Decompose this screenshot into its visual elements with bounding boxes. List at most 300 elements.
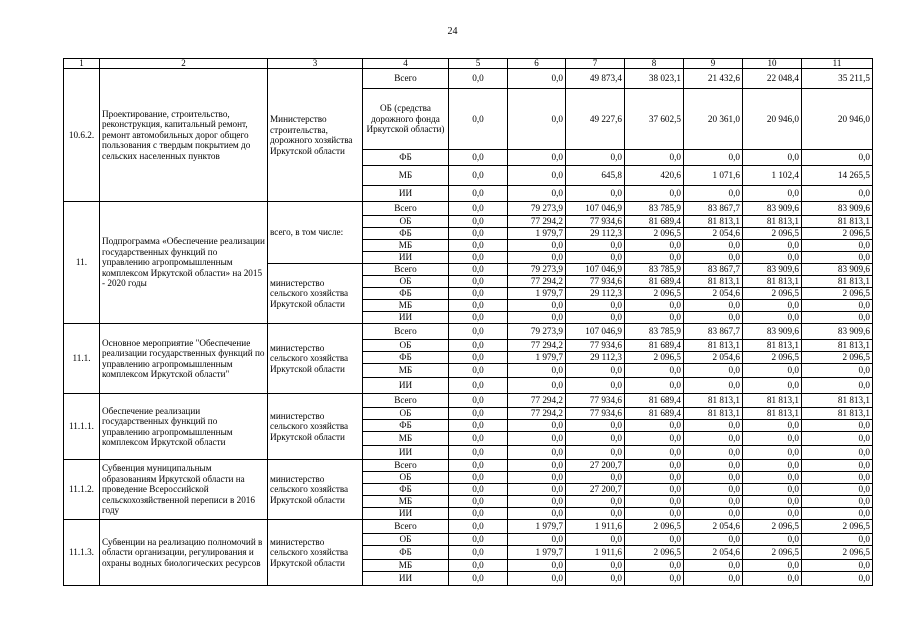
- value-cell: 0,0: [743, 252, 802, 264]
- value-cell: 2 096,5: [625, 228, 684, 240]
- value-cell: 81 813,1: [684, 394, 743, 408]
- value-cell: 0,0: [508, 460, 566, 472]
- funding-source: ФБ: [363, 228, 449, 240]
- header-cell: 9: [684, 59, 743, 69]
- value-cell: 0,0: [684, 432, 743, 446]
- header-cell: 10: [743, 59, 802, 69]
- value-cell: 77 294,2: [508, 394, 566, 408]
- value-cell: 0,0: [743, 240, 802, 252]
- value-cell: 0,0: [802, 508, 873, 520]
- value-cell: 0,0: [684, 252, 743, 264]
- funding-source: МБ: [363, 496, 449, 508]
- value-cell: 0,0: [684, 300, 743, 312]
- value-cell: 0,0: [802, 312, 873, 324]
- value-cell: 0,0: [802, 420, 873, 432]
- funding-source: ФБ: [363, 546, 449, 560]
- value-cell: 0,0: [508, 508, 566, 520]
- value-cell: 0,0: [802, 186, 873, 202]
- value-cell: 0,0: [449, 408, 508, 420]
- value-cell: 2 096,5: [743, 546, 802, 560]
- value-cell: 0,0: [802, 252, 873, 264]
- value-cell: 0,0: [566, 446, 625, 460]
- value-cell: 77 934,6: [566, 408, 625, 420]
- value-cell: 0,0: [508, 252, 566, 264]
- value-cell: 0,0: [449, 240, 508, 252]
- value-cell: 2 054,6: [684, 520, 743, 534]
- value-cell: 0,0: [625, 186, 684, 202]
- value-cell: 0,0: [566, 300, 625, 312]
- value-cell: 0,0: [449, 560, 508, 572]
- value-cell: 83 867,7: [684, 264, 743, 276]
- value-cell: 0,0: [743, 472, 802, 484]
- funding-source: Всего: [363, 394, 449, 408]
- value-cell: 0,0: [684, 460, 743, 472]
- value-cell: 0,0: [802, 300, 873, 312]
- value-cell: 0,0: [449, 264, 508, 276]
- header-cell: 4: [363, 59, 449, 69]
- budget-table: [63, 58, 873, 586]
- value-cell: 0,0: [684, 534, 743, 546]
- value-cell: 29 112,3: [566, 228, 625, 240]
- executor-cell: Министерство строительства, дорожного хозяйства Иркутской области: [268, 69, 363, 202]
- value-cell: 0,0: [802, 496, 873, 508]
- value-cell: 0,0: [802, 572, 873, 586]
- value-cell: 0,0: [449, 288, 508, 300]
- value-cell: 0,0: [449, 484, 508, 496]
- value-cell: 0,0: [743, 420, 802, 432]
- value-cell: 2 096,5: [802, 288, 873, 300]
- funding-source: ОБ: [363, 276, 449, 288]
- value-cell: 20 361,0: [684, 89, 743, 150]
- value-cell: 0,0: [743, 150, 802, 166]
- value-cell: 22 048,4: [743, 69, 802, 89]
- value-cell: 0,0: [508, 572, 566, 586]
- value-cell: 0,0: [449, 186, 508, 202]
- value-cell: 0,0: [449, 89, 508, 150]
- funding-source: Всего: [363, 460, 449, 472]
- value-cell: 1 979,7: [508, 352, 566, 364]
- value-cell: 83 909,6: [802, 202, 873, 216]
- value-cell: 0,0: [684, 560, 743, 572]
- funding-source: ОБ: [363, 408, 449, 420]
- value-cell: 0,0: [449, 446, 508, 460]
- table-row: [64, 202, 873, 216]
- value-cell: 0,0: [625, 312, 684, 324]
- value-cell: 77 294,2: [508, 216, 566, 228]
- value-cell: 0,0: [508, 89, 566, 150]
- value-cell: 81 813,1: [802, 340, 873, 352]
- value-cell: 0,0: [449, 394, 508, 408]
- value-cell: 81 813,1: [802, 216, 873, 228]
- value-cell: 0,0: [566, 432, 625, 446]
- value-cell: 0,0: [566, 560, 625, 572]
- value-cell: 0,0: [625, 240, 684, 252]
- header-cell: 5: [449, 59, 508, 69]
- value-cell: 0,0: [743, 432, 802, 446]
- value-cell: 0,0: [449, 460, 508, 472]
- value-cell: 2 096,5: [625, 546, 684, 560]
- value-cell: 0,0: [684, 508, 743, 520]
- value-cell: 0,0: [625, 446, 684, 460]
- funding-source: МБ: [363, 364, 449, 378]
- value-cell: 0,0: [625, 496, 684, 508]
- value-cell: 1 979,7: [508, 520, 566, 534]
- value-cell: 0,0: [566, 312, 625, 324]
- value-cell: 0,0: [508, 166, 566, 186]
- value-cell: 2 054,6: [684, 546, 743, 560]
- value-cell: 0,0: [625, 252, 684, 264]
- value-cell: 0,0: [625, 484, 684, 496]
- value-cell: 0,0: [449, 352, 508, 364]
- value-cell: 0,0: [449, 202, 508, 216]
- value-cell: 77 294,2: [508, 276, 566, 288]
- funding-source: ФБ: [363, 288, 449, 300]
- value-cell: 0,0: [508, 472, 566, 484]
- value-cell: 0,0: [684, 150, 743, 166]
- executor-cell: министерство сельского хозяйства Иркутской области: [268, 264, 363, 324]
- header-cell: 6: [508, 59, 566, 69]
- value-cell: 35 211,5: [802, 69, 873, 89]
- value-cell: 0,0: [449, 228, 508, 240]
- value-cell: 0,0: [449, 420, 508, 432]
- funding-source: МБ: [363, 560, 449, 572]
- value-cell: 81 813,1: [743, 394, 802, 408]
- value-cell: 0,0: [684, 572, 743, 586]
- value-cell: 2 096,5: [802, 228, 873, 240]
- value-cell: 420,6: [625, 166, 684, 186]
- value-cell: 81 813,1: [802, 394, 873, 408]
- value-cell: 0,0: [449, 472, 508, 484]
- value-cell: 0,0: [625, 534, 684, 546]
- funding-source: ФБ: [363, 352, 449, 364]
- item-name: Основное мероприятие "Обеспечение реализации государственных функций по управлению агропромышленным комплексом Иркутской области": [100, 324, 268, 394]
- value-cell: 0,0: [508, 560, 566, 572]
- value-cell: 645,8: [566, 166, 625, 186]
- value-cell: 0,0: [802, 364, 873, 378]
- item-number: 11.1.1.: [64, 394, 100, 460]
- value-cell: 83 909,6: [743, 324, 802, 340]
- table-row: [64, 324, 873, 340]
- value-cell: 0,0: [625, 560, 684, 572]
- header-cell: 2: [100, 59, 268, 69]
- value-cell: 0,0: [566, 150, 625, 166]
- value-cell: 2 096,5: [625, 288, 684, 300]
- item-number: 11.: [64, 202, 100, 324]
- value-cell: 0,0: [625, 572, 684, 586]
- value-cell: 0,0: [625, 472, 684, 484]
- value-cell: 21 432,6: [684, 69, 743, 89]
- funding-source: МБ: [363, 240, 449, 252]
- funding-source: ИИ: [363, 378, 449, 394]
- value-cell: 0,0: [566, 364, 625, 378]
- funding-source: ОБ: [363, 534, 449, 546]
- value-cell: 0,0: [743, 534, 802, 546]
- executor-cell: министерство сельского хозяйства Иркутской области: [268, 460, 363, 520]
- value-cell: 83 909,6: [743, 264, 802, 276]
- value-cell: 0,0: [449, 508, 508, 520]
- value-cell: 81 813,1: [743, 216, 802, 228]
- value-cell: 77 294,2: [508, 408, 566, 420]
- value-cell: 0,0: [743, 446, 802, 460]
- funding-source: Всего: [363, 202, 449, 216]
- value-cell: 81 689,4: [625, 394, 684, 408]
- value-cell: 0,0: [743, 484, 802, 496]
- value-cell: 29 112,3: [566, 352, 625, 364]
- value-cell: 1 979,7: [508, 546, 566, 560]
- value-cell: 0,0: [743, 300, 802, 312]
- value-cell: 107 046,9: [566, 324, 625, 340]
- value-cell: 0,0: [743, 496, 802, 508]
- value-cell: 0,0: [802, 460, 873, 472]
- value-cell: 2 054,6: [684, 352, 743, 364]
- value-cell: 0,0: [625, 508, 684, 520]
- funding-source: МБ: [363, 300, 449, 312]
- value-cell: 0,0: [743, 560, 802, 572]
- value-cell: 77 934,6: [566, 394, 625, 408]
- item-name: Субвенции на реализацию полномочий в области организации, регулирования и охраны водных биологических ресурсов: [100, 520, 268, 586]
- funding-source: ОБ: [363, 472, 449, 484]
- item-name: Подпрограмма «Обеспечение реализации государственных функций по управлению агропромышленным комплексом Иркутской области» на 2015 - 2020 годы: [100, 202, 268, 324]
- value-cell: 81 813,1: [684, 340, 743, 352]
- value-cell: 0,0: [802, 446, 873, 460]
- value-cell: 83 785,9: [625, 202, 684, 216]
- value-cell: 0,0: [449, 216, 508, 228]
- value-cell: 81 689,4: [625, 216, 684, 228]
- value-cell: 0,0: [508, 186, 566, 202]
- value-cell: 1 911,6: [566, 546, 625, 560]
- value-cell: 107 046,9: [566, 202, 625, 216]
- value-cell: 0,0: [684, 378, 743, 394]
- header-row: [64, 59, 873, 69]
- header-cell: 1: [64, 59, 100, 69]
- value-cell: 81 813,1: [684, 216, 743, 228]
- value-cell: 0,0: [449, 520, 508, 534]
- value-cell: 0,0: [508, 534, 566, 546]
- value-cell: 81 813,1: [684, 276, 743, 288]
- value-cell: 0,0: [449, 150, 508, 166]
- value-cell: 2 096,5: [802, 520, 873, 534]
- value-cell: 0,0: [449, 546, 508, 560]
- value-cell: 0,0: [743, 312, 802, 324]
- executor-cell: министерство сельского хозяйства Иркутской области: [268, 324, 363, 394]
- executor-cell: всего, в том числе:: [268, 202, 363, 264]
- header-cell: 11: [802, 59, 873, 69]
- value-cell: 0,0: [566, 472, 625, 484]
- value-cell: 0,0: [743, 460, 802, 472]
- value-cell: 0,0: [449, 324, 508, 340]
- funding-source: ИИ: [363, 312, 449, 324]
- value-cell: 0,0: [449, 572, 508, 586]
- value-cell: 0,0: [802, 240, 873, 252]
- value-cell: 81 813,1: [684, 408, 743, 420]
- value-cell: 0,0: [449, 432, 508, 446]
- value-cell: 0,0: [802, 150, 873, 166]
- value-cell: 1 979,7: [508, 288, 566, 300]
- value-cell: 77 934,6: [566, 216, 625, 228]
- funding-source: ИИ: [363, 572, 449, 586]
- value-cell: 0,0: [684, 446, 743, 460]
- funding-source: ФБ: [363, 420, 449, 432]
- value-cell: 2 096,5: [743, 352, 802, 364]
- value-cell: 83 785,9: [625, 264, 684, 276]
- value-cell: 0,0: [684, 496, 743, 508]
- value-cell: 0,0: [684, 484, 743, 496]
- value-cell: 49 227,6: [566, 89, 625, 150]
- value-cell: 77 294,2: [508, 340, 566, 352]
- value-cell: 0,0: [743, 378, 802, 394]
- funding-source: Всего: [363, 324, 449, 340]
- header-cell: 7: [566, 59, 625, 69]
- value-cell: 83 867,7: [684, 324, 743, 340]
- value-cell: 83 867,7: [684, 202, 743, 216]
- value-cell: 0,0: [508, 446, 566, 460]
- value-cell: 49 873,4: [566, 69, 625, 89]
- value-cell: 83 909,6: [743, 202, 802, 216]
- value-cell: 0,0: [449, 534, 508, 546]
- value-cell: 0,0: [802, 534, 873, 546]
- value-cell: 0,0: [508, 150, 566, 166]
- funding-source: МБ: [363, 432, 449, 446]
- value-cell: 2 096,5: [743, 520, 802, 534]
- value-cell: 0,0: [625, 460, 684, 472]
- page-number: 24: [447, 26, 458, 37]
- value-cell: 0,0: [743, 364, 802, 378]
- value-cell: 81 813,1: [802, 276, 873, 288]
- table-row: [64, 394, 873, 408]
- value-cell: 0,0: [566, 186, 625, 202]
- value-cell: 0,0: [684, 364, 743, 378]
- funding-source: Всего: [363, 520, 449, 534]
- value-cell: 0,0: [625, 150, 684, 166]
- value-cell: 0,0: [508, 364, 566, 378]
- value-cell: 107 046,9: [566, 264, 625, 276]
- value-cell: 0,0: [566, 508, 625, 520]
- funding-source: ИИ: [363, 508, 449, 520]
- value-cell: 0,0: [508, 496, 566, 508]
- funding-source: ИИ: [363, 186, 449, 202]
- funding-source: ОБ (средства дорожного фонда Иркутской области): [363, 89, 449, 150]
- value-cell: 1 102,4: [743, 166, 802, 186]
- value-cell: 1 979,7: [508, 228, 566, 240]
- value-cell: 77 934,6: [566, 340, 625, 352]
- value-cell: 20 946,0: [802, 89, 873, 150]
- value-cell: 0,0: [684, 240, 743, 252]
- value-cell: 0,0: [743, 572, 802, 586]
- value-cell: 0,0: [743, 508, 802, 520]
- value-cell: 0,0: [802, 484, 873, 496]
- value-cell: 0,0: [625, 364, 684, 378]
- value-cell: 83 785,9: [625, 324, 684, 340]
- value-cell: 0,0: [508, 312, 566, 324]
- value-cell: 0,0: [625, 378, 684, 394]
- value-cell: 0,0: [566, 496, 625, 508]
- value-cell: 81 689,4: [625, 276, 684, 288]
- value-cell: 79 273,9: [508, 264, 566, 276]
- value-cell: 0,0: [449, 69, 508, 89]
- value-cell: 0,0: [625, 432, 684, 446]
- value-cell: 0,0: [508, 240, 566, 252]
- value-cell: 0,0: [625, 300, 684, 312]
- header-cell: 8: [625, 59, 684, 69]
- funding-source: ИИ: [363, 446, 449, 460]
- funding-source: ОБ: [363, 216, 449, 228]
- value-cell: 0,0: [508, 69, 566, 89]
- value-cell: 0,0: [449, 276, 508, 288]
- funding-source: МБ: [363, 166, 449, 186]
- value-cell: 0,0: [802, 378, 873, 394]
- value-cell: 27 200,7: [566, 460, 625, 472]
- value-cell: 0,0: [508, 484, 566, 496]
- value-cell: 0,0: [508, 300, 566, 312]
- value-cell: 1 911,6: [566, 520, 625, 534]
- value-cell: 2 096,5: [743, 288, 802, 300]
- value-cell: 1 071,6: [684, 166, 743, 186]
- value-cell: 0,0: [449, 378, 508, 394]
- value-cell: 83 909,6: [802, 264, 873, 276]
- item-name: Субвенция муниципальным образованиям Иркутской области на проведение Всероссийской сельскохозяйственной переписи в 2016 году: [100, 460, 268, 520]
- value-cell: 0,0: [508, 378, 566, 394]
- value-cell: 81 689,4: [625, 408, 684, 420]
- value-cell: 38 023,1: [625, 69, 684, 89]
- funding-source: Всего: [363, 69, 449, 89]
- value-cell: 81 689,4: [625, 340, 684, 352]
- value-cell: 0,0: [449, 496, 508, 508]
- value-cell: 0,0: [566, 240, 625, 252]
- value-cell: 0,0: [802, 432, 873, 446]
- table-row: [64, 69, 873, 89]
- value-cell: 2 054,6: [684, 288, 743, 300]
- value-cell: 81 813,1: [743, 408, 802, 420]
- value-cell: 0,0: [449, 166, 508, 186]
- table-body: [64, 59, 873, 586]
- funding-source: ИИ: [363, 252, 449, 264]
- value-cell: 0,0: [684, 186, 743, 202]
- value-cell: 20 946,0: [743, 89, 802, 150]
- value-cell: 81 813,1: [802, 408, 873, 420]
- value-cell: 83 909,6: [802, 324, 873, 340]
- value-cell: 0,0: [802, 472, 873, 484]
- value-cell: 0,0: [566, 534, 625, 546]
- value-cell: 0,0: [508, 432, 566, 446]
- item-number: 11.1.2.: [64, 460, 100, 520]
- value-cell: 0,0: [449, 340, 508, 352]
- value-cell: 81 813,1: [743, 276, 802, 288]
- value-cell: 77 934,6: [566, 276, 625, 288]
- item-name: Обеспечение реализации государственных функций по управлению агропромышленным комплексом Иркутской области: [100, 394, 268, 460]
- item-name: Проектирование, строительство, реконструкция, капитальный ремонт, ремонт автомобильных дорог общего пользования с твердым покрытием до сельских населенных пунктов: [100, 69, 268, 202]
- value-cell: 81 813,1: [743, 340, 802, 352]
- value-cell: 0,0: [684, 472, 743, 484]
- value-cell: 0,0: [684, 312, 743, 324]
- value-cell: 2 096,5: [625, 520, 684, 534]
- funding-source: ФБ: [363, 484, 449, 496]
- value-cell: 2 096,5: [743, 228, 802, 240]
- value-cell: 0,0: [449, 300, 508, 312]
- value-cell: 2 096,5: [625, 352, 684, 364]
- header-cell: 3: [268, 59, 363, 69]
- table-row: [64, 520, 873, 534]
- value-cell: 14 265,5: [802, 166, 873, 186]
- value-cell: 0,0: [449, 252, 508, 264]
- value-cell: 0,0: [449, 312, 508, 324]
- table-row: [64, 460, 873, 472]
- executor-cell: министерство сельского хозяйства Иркутской области: [268, 394, 363, 460]
- value-cell: 0,0: [508, 420, 566, 432]
- value-cell: 0,0: [566, 252, 625, 264]
- funding-source: Всего: [363, 264, 449, 276]
- value-cell: 79 273,9: [508, 324, 566, 340]
- item-number: 10.6.2.: [64, 69, 100, 202]
